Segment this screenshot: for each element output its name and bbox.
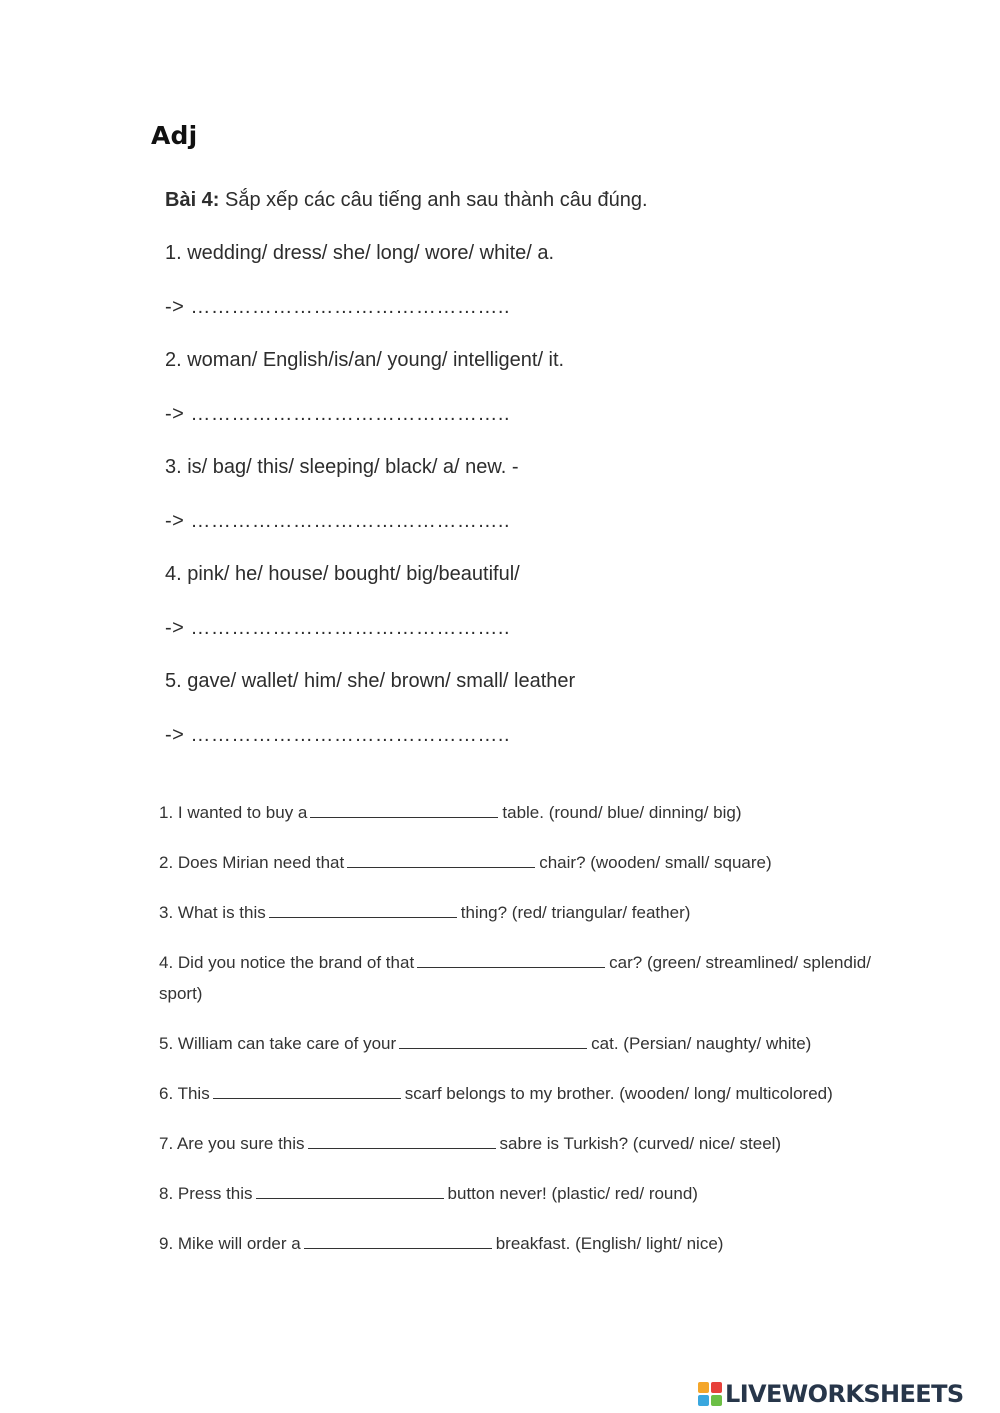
fill-item-text-before: 4. Did you notice the brand of that: [159, 953, 415, 972]
answer-blank-9[interactable]: [304, 1234, 492, 1249]
fill-item-3: [159, 897, 919, 928]
logo-square-red: [711, 1382, 722, 1393]
fill-item-text-before: 6. This: [159, 1084, 210, 1103]
answer-blank-6[interactable]: [213, 1084, 401, 1099]
reorder-answer-line-5[interactable]: -> ………………………………………..: [165, 724, 511, 746]
fill-item-text-before: 8. Press this: [159, 1184, 253, 1203]
reorder-question-1: 1. wedding/ dress/ she/ long/ wore/ white/ a.: [165, 242, 555, 264]
logo-square-green: [711, 1395, 722, 1406]
fill-item-text-before: 9. Mike will order a: [159, 1234, 301, 1253]
fill-item-9: [159, 1228, 919, 1259]
reorder-question-5: 5. gave/ wallet/ him/ she/ brown/ small/ leather: [165, 670, 576, 692]
exercise-heading: [165, 186, 925, 214]
answer-blank-8[interactable]: [256, 1184, 444, 1199]
answer-blank-1[interactable]: [310, 803, 498, 818]
answer-blank-7[interactable]: [308, 1134, 496, 1149]
fill-item-text-after: thing? (red/ triangular/ feather): [460, 903, 691, 922]
fill-item-text-before: 2. Does Mirian need that: [159, 853, 345, 872]
fill-item-1: [159, 797, 919, 828]
reorder-exercise: [165, 186, 925, 774]
fill-item-text-before: 7. Are you sure this: [159, 1134, 305, 1153]
fill-item-text-before: 3. What is this: [159, 903, 266, 922]
logo-square-orange: [698, 1382, 709, 1393]
fill-item-text-after: button never! (plastic/ red/ round): [447, 1184, 698, 1203]
fill-item-2: [159, 847, 919, 878]
liveworksheets-logo-icon: [698, 1382, 722, 1406]
answer-blank-2[interactable]: [347, 853, 535, 868]
reorder-question-3: 3. is/ bag/ this/ sleeping/ black/ a/ new. -: [165, 456, 519, 478]
fill-item-5: [159, 1028, 919, 1059]
fill-item-text-after: sabre is Turkish? (curved/ nice/ steel): [499, 1134, 782, 1153]
answer-blank-3[interactable]: [269, 903, 457, 918]
fill-item-4: [159, 947, 919, 1009]
fill-item-text-after: breakfast. (English/ light/ nice): [495, 1234, 724, 1253]
fill-item-text-before: 1. I wanted to buy a: [159, 803, 308, 822]
fill-item-text-after: table. (round/ blue/ dinning/ big): [502, 803, 742, 822]
liveworksheets-brand[interactable]: [698, 1378, 964, 1410]
answer-blank-5[interactable]: [399, 1034, 587, 1049]
logo-square-blue: [698, 1395, 709, 1406]
fill-item-text-after: cat. (Persian/ naughty/ white): [591, 1034, 812, 1053]
answer-blank-4[interactable]: [417, 953, 605, 968]
fill-item-text-after: car? (green/ streamlined/ splendid/ sport): [159, 953, 871, 1003]
reorder-question-4: 4. pink/ he/ house/ bought/ big/beautiful/: [165, 563, 520, 585]
exercise-label: Bài 4:: [165, 189, 220, 211]
fill-item-text-after: chair? (wooden/ small/ square): [539, 853, 772, 872]
page-title: Adj: [151, 121, 198, 150]
reorder-answer-line-2[interactable]: -> ………………………………………..: [165, 403, 511, 425]
fill-item-6: [159, 1078, 919, 1109]
reorder-answer-line-4[interactable]: -> ………………………………………..: [165, 617, 511, 639]
fill-in-exercise: [159, 797, 919, 1278]
reorder-question-2: 2. woman/ English/is/an/ young/ intelligent/ it.: [165, 349, 565, 371]
fill-item-8: [159, 1178, 919, 1209]
exercise-instruction: Sắp xếp các câu tiếng anh sau thành câu đúng.: [225, 189, 648, 211]
fill-item-text-before: 5. William can take care of your: [159, 1034, 397, 1053]
brand-name: LIVEWORKSHEETS: [725, 1380, 964, 1408]
reorder-answer-line-1[interactable]: -> ………………………………………..: [165, 296, 511, 318]
fill-item-text-after: scarf belongs to my brother. (wooden/ long/ multicolored): [404, 1084, 833, 1103]
fill-item-7: [159, 1128, 919, 1159]
reorder-answer-line-3[interactable]: -> ………………………………………..: [165, 510, 511, 532]
